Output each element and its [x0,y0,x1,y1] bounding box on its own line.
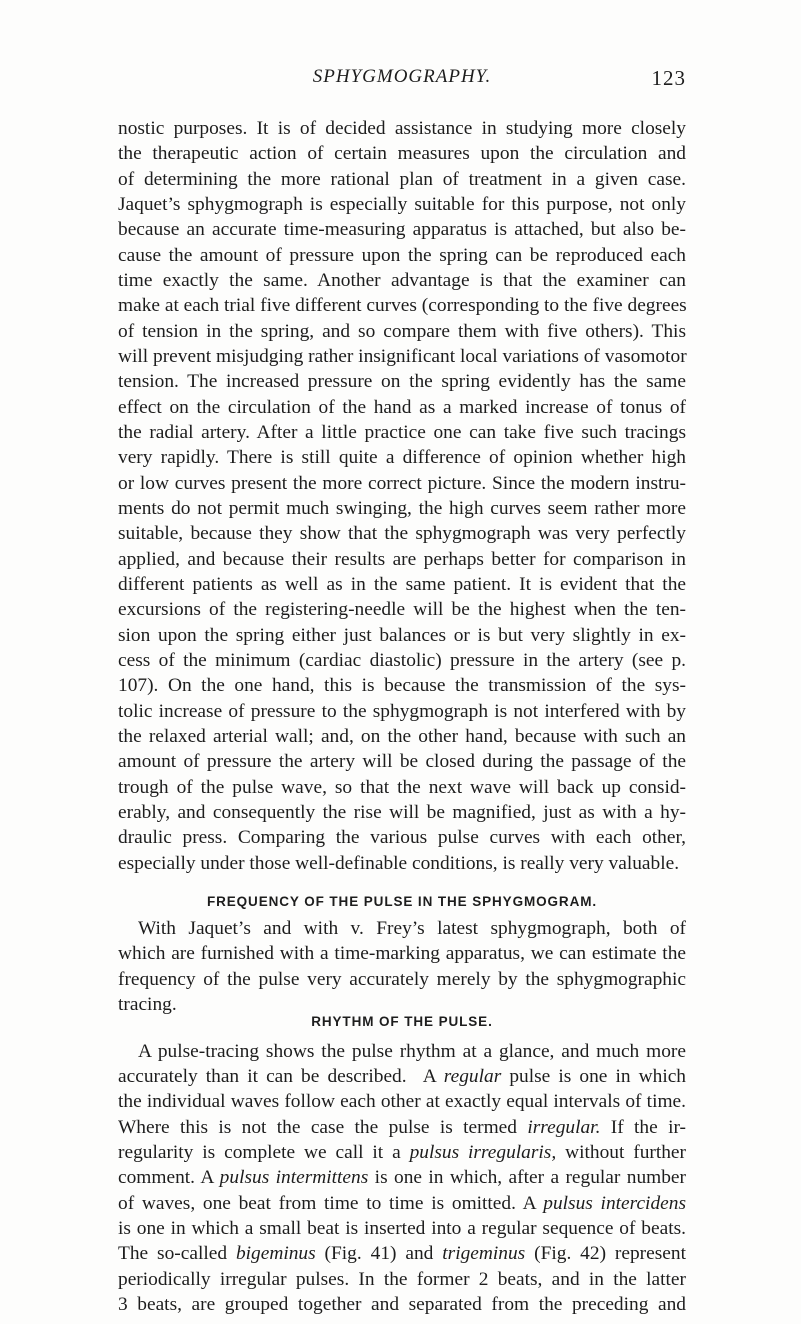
text-line: excursions of the registering-needle will be the highest when the ten- [118,599,686,621]
text-line: cause the amount of pressure upon the spring can be reproduced each [118,244,686,266]
text-line: of tension in the spring, and so compare them with five others). This [118,320,686,342]
text-span: without further [556,1142,686,1163]
text-span: is one in which, after a regular number [368,1167,686,1189]
text-span: accurately than it can be described. [118,1066,407,1087]
term-regular: regular [443,1066,502,1087]
term-irregular: irregular. [527,1116,601,1138]
text-line: ments do not permit much swinging, the high curves seem rather more [118,497,686,519]
text-line: 3 beats, are grouped together and separated from the preceding and [118,1294,686,1315]
text-span: (Fig. 42) represent [525,1243,686,1265]
text-line: tracing. [118,993,177,1015]
term-pulsus-intercidens: pulsus intercidens [543,1192,686,1214]
text-line [118,1165,686,1191]
text-line: especially under those well-definable conditions, is really very valuable. [118,852,680,874]
text-line: A pulse-tracing shows the pulse rhythm at a glance, and much more [138,1040,686,1062]
term-pulsus-intermittens: pulsus intermittens [219,1167,369,1189]
text-line: make at each trial five different curves (corresponding to the five degrees [118,295,687,317]
text-span: regularity is complete we call it a [118,1142,410,1163]
text-line: very rapidly. There is still quite a difference of opinion whether high [118,447,686,469]
text-line: effect on the circulation of the hand as a marked increase of tonus of [118,396,686,418]
text-span: of waves, one beat from time to time is omitted. A [118,1192,544,1214]
text-line [118,1140,686,1166]
text-line [118,1064,686,1090]
text-line: will prevent misjudging rather insignificant local variations of vasomotor [118,345,687,367]
section-heading-rhythm: RHYTHM OF THE PULSE. [311,1014,493,1030]
text-line: of determining the more rational plan of treatment in a given case. [118,168,686,190]
text-line: tension. The increased pressure on the spring evidently has the same [118,371,686,393]
page-number: 123 [651,66,686,90]
text-line: is one in which a small beat is inserted into a regular sequence of beats. [118,1218,686,1239]
text-line: the radial artery. After a little practice one can take five such tracings [118,421,686,443]
term-trigeminus: trigeminus [442,1243,526,1265]
text-span: The so-called [118,1243,236,1265]
text-span: Where this is not the case the pulse is termed [118,1116,528,1138]
running-header [118,66,686,90]
text-line: because an accurate time-measuring apparatus is attached, but also be- [118,219,686,241]
text-line: erably, and consequently the rise will be magnified, just as with a hy- [118,801,686,823]
text-line [118,1115,686,1141]
text-line: time exactly the same. Another advantage is that the examiner can [118,269,686,291]
text-line: applied, and because their results are perhaps better for comparison in [118,548,686,570]
term-bigeminus: bigeminus [235,1243,316,1265]
text-span: A [422,1066,444,1087]
text-line: the relaxed arterial wall; and, on the other hand, because with such an [118,725,686,747]
text-line: cess of the minimum (cardiac diastolic) pressure in the artery (see p. [118,649,686,671]
text-span: If the ir- [600,1116,686,1138]
text-line: the therapeutic action of certain measures upon the circulation and [118,143,686,165]
running-title: SPHYGMOGRAPHY. [312,66,492,87]
text-span: comment. A [118,1167,220,1189]
text-line: 107). On the one hand, this is because the transmission of the sys- [118,675,686,697]
text-line: the individual waves follow each other at exactly equal intervals of time. [118,1091,686,1113]
text-line: Jaquet’s sphygmograph is especially suitable for this purpose, not only [118,193,686,215]
text-line: nostic purposes. It is of decided assistance in studying more closely [118,118,686,139]
text-line: sion upon the spring either just balances or is but very slightly in ex- [118,624,686,646]
text-line: suitable, because they show that the sphygmograph was very perfectly [118,523,686,545]
text-line: tolic increase of pressure to the sphygmograph is not interfered with by [118,700,686,722]
term-pulsus-irregularis: pulsus irregularis, [409,1142,557,1163]
text-span: pulse is one in which [501,1066,687,1087]
text-line: amount of pressure the artery will be closed during the passage of the [118,751,686,773]
text-span: (Fig. 41) and [315,1243,443,1265]
section-heading-frequency: FREQUENCY OF THE PULSE IN THE SPHYGMOGRAM. [206,893,598,909]
text-line [118,1241,686,1267]
text-line: trough of the pulse wave, so that the next wave will back up consid- [118,776,686,798]
text-line: periodically irregular pulses. In the former 2 beats, and in the latter [118,1268,686,1290]
text-line: different patients as well as in the same patient. It is evident that the [118,573,686,595]
text-line: With Jaquet’s and with v. Frey’s latest sphygmograph, both of [138,917,686,939]
text-line: draulic press. Comparing the various pulse curves with each other, [118,827,686,849]
text-line: which are furnished with a time-marking apparatus, we can estimate the [118,943,686,965]
text-line: frequency of the pulse very accurately merely by the sphygmographic [118,968,686,990]
text-line [118,1191,686,1217]
text-line: or low curves present the more correct picture. Since the modern instru- [118,472,686,494]
